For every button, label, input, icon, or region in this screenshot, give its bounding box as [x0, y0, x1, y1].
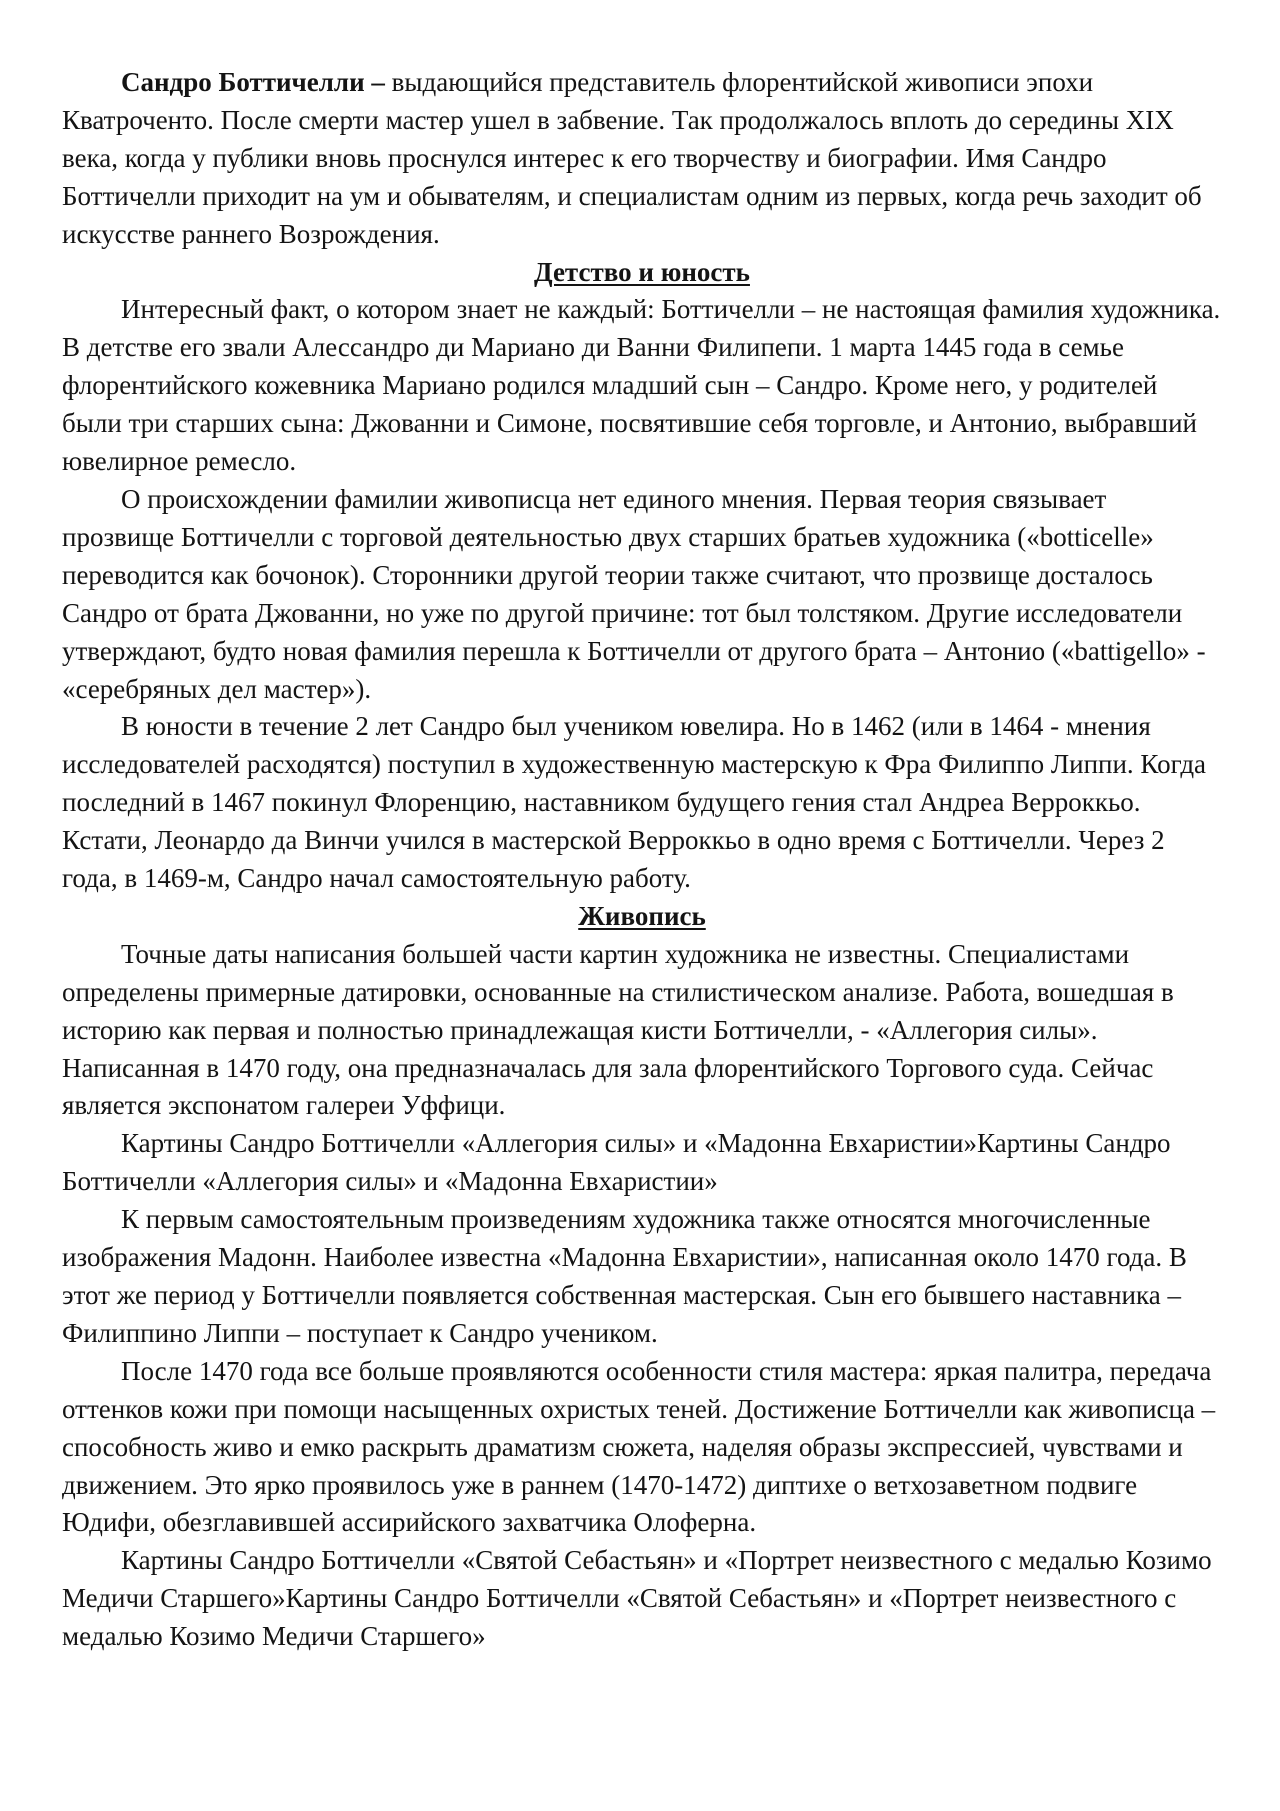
intro-paragraph	[62, 64, 1222, 254]
painting-paragraph-3: К первым самостоятельным произведениям художника также относятся многочисленные изображения Мадонн. Наиболее известна «Мадонна Евхаристии», написанная около 1470 года. В этот же период у Боттичелли появляется собственная мастерская. Сын его бывшего наставника – Филиппино Липпи – поступает к Сандро учеником.	[62, 1204, 1187, 1348]
document-body	[62, 64, 1222, 1656]
childhood-paragraph-1: Интересный факт, о котором знает не каждый: Боттичелли – не настоящая фамилия художника. В детстве его звали Алессандро ди Мариано ди Ванни Филипепи. 1 марта 1445 года в семье флорентийского кожевника Мариано родился младший сын – Сандро. Кроме него, у родителей были три старших сына: Джованни и Симоне, посвятившие себя торговле, и Антонио, выбравший ювелирное ремесло.	[62, 294, 1221, 477]
childhood-paragraph-2: О происхождении фамилии живописца нет единого мнения. Первая теория связывает прозвище Боттичелли с торговой деятельностью двух старших братьев художника («botticelle» переводится как бочонок). Сторонники другой теории также считают, что прозвище досталось Сандро от брата Джованни, но уже по другой причине: тот был толстяком. Другие исследователи утверждают, будто новая фамилия перешла к Боттичелли от другого брата – Антонио («battigello» - «серебряных дел мастер»).	[62, 483, 1206, 704]
painting-paragraph-2: Картины Сандро Боттичелли «Аллегория силы» и «Мадонна Евхаристии»Картины Сандро Боттичелли «Аллегория силы» и «Мадонна Евхаристии»	[62, 1128, 1171, 1197]
painting-paragraph-1: Точные даты написания большей части картин художника не известны. Специалистами определены примерные датировки, основанные на стилистическом анализе. Работа, вошедшая в историю как первая и полностью принадлежащая кисти Боттичелли, - «Аллегория силы». Написанная в 1470 году, она предназначалась для зала флорентийского Торгового суда. Сейчас является экспонатом галереи Уффици.	[62, 938, 1174, 1121]
painting-paragraph-4: После 1470 года все больше проявляются особенности стиля мастера: яркая палитра, передача оттенков кожи при помощи насыщенных охристых теней. Достижение Боттичелли как живописца – способность живо и емко раскрыть драматизм сюжета, наделяя образы экспрессией, чувствами и движением. Это ярко проявилось уже в раннем (1470-1472) диптихе о ветхозаветном подвиге Юдифи, обезглавившей ассирийского захватчика Олоферна.	[62, 1355, 1216, 1538]
intro-bold-lead: Сандро Боттичелли –	[121, 67, 385, 97]
section-heading-childhood: Детство и юность	[534, 256, 750, 287]
childhood-paragraph-3: В юности в течение 2 лет Сандро был учеником ювелира. Но в 1462 (или в 1464 - мнения исследователей расходятся) поступил в художественную мастерскую к Фра Филиппо Липпи. Когда последний в 1467 покинул Флоренцию, наставником будущего гения стал Андреа Верроккьо. Кстати, Леонардо да Винчи учился в мастерской Верроккьо в одно время с Боттичелли. Через 2 года, в 1469-м, Сандро начал самостоятельную работу.	[62, 711, 1207, 894]
section-heading-painting: Живопись	[578, 900, 706, 931]
intro-text: выдающийся представитель флорентийской живописи эпохи Кватроченто. После смерти мастер ушел в забвение. Так продолжалось вплоть до середины XIX века, когда у публики вновь проснулся интерес к его творчеству и биографии. Имя Сандро Боттичелли приходит на ум и обывателям, и специалистам одним из первых, когда речь заходит об искусстве раннего Возрождения.	[62, 67, 1202, 249]
painting-paragraph-5: Картины Сандро Боттичелли «Святой Себастьян» и «Портрет неизвестного с медалью Козимо Медичи Старшего»Картины Сандро Боттичелли «Святой Себастьян» и «Портрет неизвестного с медалью Козимо Медичи Старшего»	[62, 1545, 1212, 1652]
